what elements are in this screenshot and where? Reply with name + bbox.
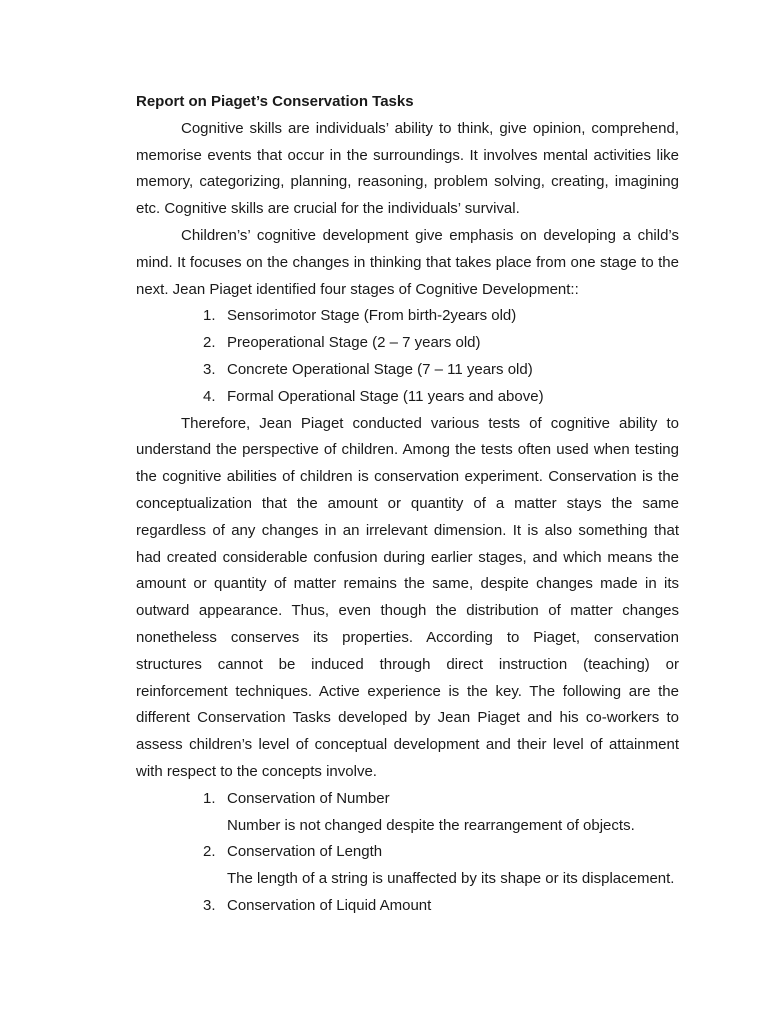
paragraph-line: the cognitive abilities of children is conservation experiment. Conservation is the — [136, 468, 679, 486]
list-item-text: Conservation of Liquid Amount — [227, 896, 432, 914]
paragraph-line: structures cannot be induced through direct instruction (teaching) or — [136, 655, 679, 673]
list-number: 3. — [203, 896, 216, 914]
list-item-text: Conservation of Number — [227, 789, 390, 807]
paragraph-line: different Conservation Tasks developed by Jean Piaget and his co-workers to — [136, 709, 679, 727]
list-item-description: Number is not changed despite the rearrangement of objects. — [227, 816, 635, 834]
paragraph-line: assess children’s level of conceptual development and their level of attainment — [136, 736, 679, 754]
paragraph-line: memory, categorizing, planning, reasoning, problem solving, creating, imagining — [136, 173, 679, 191]
list-item — [136, 333, 679, 360]
document-page — [136, 92, 679, 923]
paragraph-line: reinforcement techniques. Active experience is the key. The following are the — [136, 682, 679, 700]
paragraph-line: nonetheless conserves its properties. According to Piaget, conservation — [136, 628, 679, 646]
list-number: 1. — [203, 307, 216, 325]
paragraph-line: mind. It focuses on the changes in thinking that takes place from one stage to the — [136, 253, 679, 271]
list-number: 1. — [203, 789, 216, 807]
list-item — [136, 896, 679, 923]
list-number: 3. — [203, 360, 216, 378]
list-item — [136, 306, 679, 333]
list-item-text: Concrete Operational Stage (7 – 11 years old) — [227, 360, 533, 378]
paragraph-line: understand the perspective of children. Among the tests often used when testing — [136, 441, 679, 459]
list-item-text: Formal Operational Stage (11 years and above) — [227, 387, 544, 405]
list-item — [136, 789, 679, 816]
list-item-text: Sensorimotor Stage (From birth-2years old) — [227, 307, 517, 325]
document-title: Report on Piaget’s Conservation Tasks — [136, 93, 414, 110]
paragraph-line: Children’s’ cognitive development give emphasis on developing a child’s — [181, 226, 679, 244]
list-item — [136, 360, 679, 387]
list-item-text: Conservation of Length — [227, 843, 383, 861]
paragraph-line: with respect to the concepts involve. — [136, 762, 377, 780]
paragraph-line: Therefore, Jean Piaget conducted various tests of cognitive ability to — [181, 414, 679, 432]
paragraph-line: amount or quantity of matter remains the same, despite changes made in its — [136, 575, 679, 593]
list-item — [136, 842, 679, 869]
list-number: 4. — [203, 387, 216, 405]
paragraph-line: Cognitive skills are individuals’ ability to think, give opinion, comprehend, — [181, 119, 679, 137]
paragraph-line: had created considerable confusion during earlier stages, and which means the — [136, 548, 679, 566]
paragraph-line: regardless of any changes in an irrelevant dimension. It is also something that — [136, 521, 679, 539]
paragraph-line: memorise events that occur in the surroundings. It involves mental activities like — [136, 146, 679, 164]
list-number: 2. — [203, 334, 216, 352]
list-item — [136, 387, 679, 414]
paragraph-line: etc. Cognitive skills are crucial for the individuals’ survival. — [136, 200, 520, 218]
paragraph-line: conceptualization that the amount or quantity of a matter stays the same — [136, 494, 679, 512]
paragraph-line: outward appearance. Thus, even though the distribution of matter changes — [136, 602, 679, 620]
paragraph-line: next. Jean Piaget identified four stages of Cognitive Development:: — [136, 280, 579, 298]
list-item-description: The length of a string is unaffected by its shape or its displacement. — [227, 870, 675, 888]
list-number: 2. — [203, 843, 216, 861]
list-item-text: Preoperational Stage (2 – 7 years old) — [227, 334, 481, 352]
